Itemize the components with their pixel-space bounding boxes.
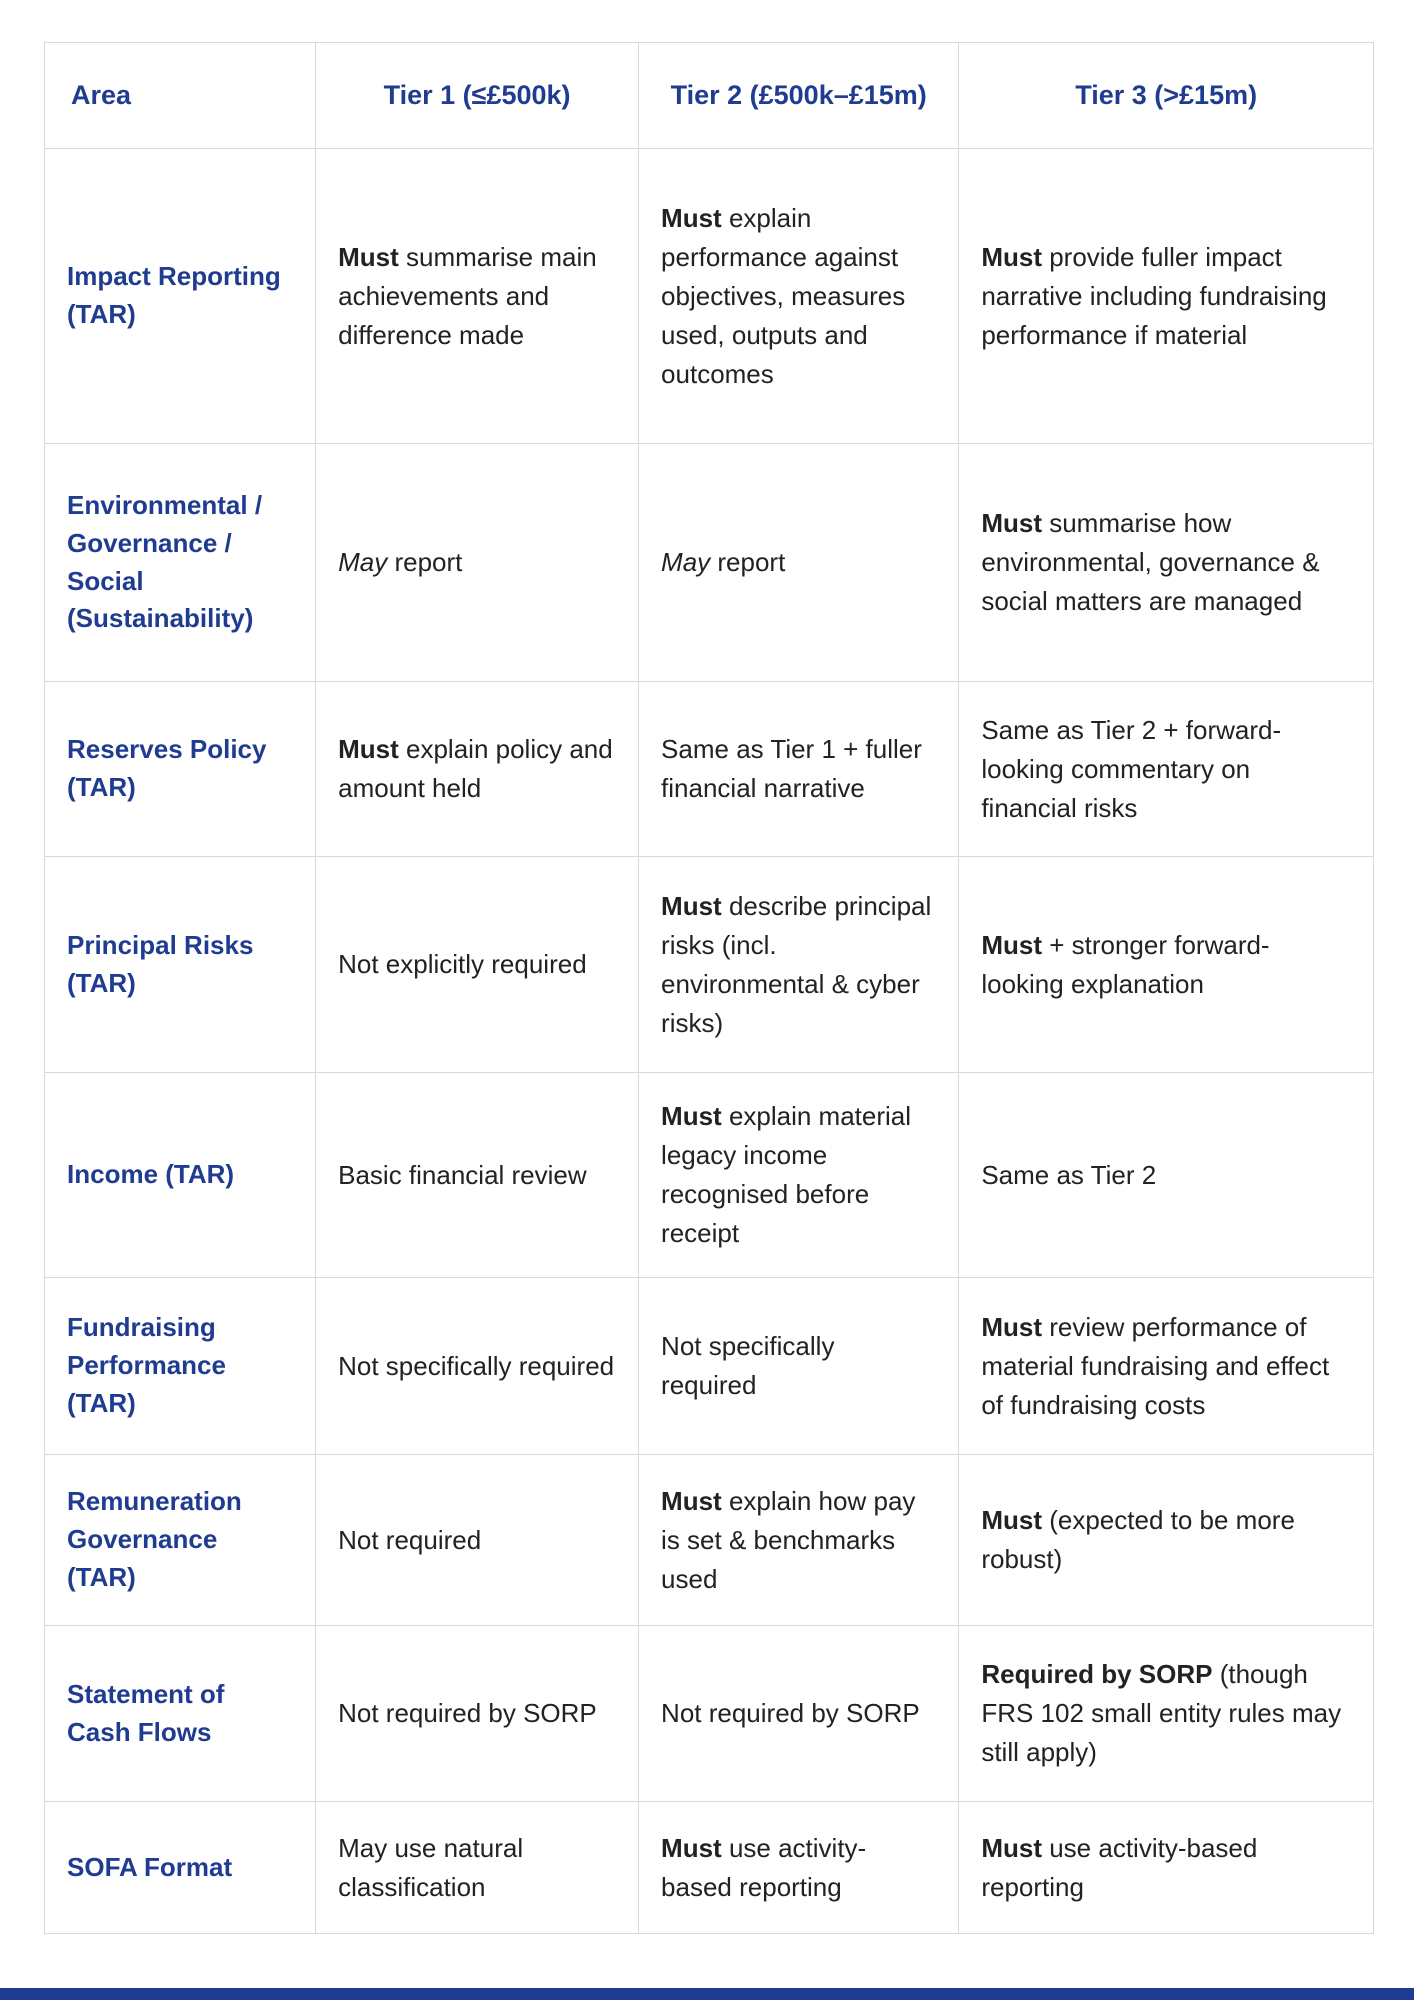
cell-text-segment: Basic financial review: [338, 1159, 587, 1190]
cell-text-segment: May: [338, 547, 388, 577]
tier-comparison-table-wrap: [44, 42, 1374, 1934]
cell-text-segment: Required by SORP: [981, 1659, 1213, 1689]
table-row: [45, 1455, 1374, 1626]
cell-text-segment: Must: [981, 929, 1042, 960]
tier-comparison-table: [44, 42, 1374, 1934]
row-label: Statement of Cash Flows: [45, 1626, 316, 1802]
table-cell: [316, 1073, 639, 1278]
cell-text-segment: report: [710, 547, 786, 577]
table-cell: [959, 682, 1374, 857]
table-row: [45, 1278, 1374, 1455]
cell-text-segment: Must: [661, 202, 722, 233]
table-cell: [959, 1278, 1374, 1455]
cell-text-segment: Must: [661, 890, 722, 921]
column-header: Area: [45, 43, 316, 149]
cell-text-segment: Not required by SORP: [661, 1698, 920, 1728]
table-cell: [316, 1802, 639, 1934]
table-cell: [316, 149, 639, 444]
row-label: SOFA Format: [45, 1802, 316, 1934]
row-label: Remuneration Governance (TAR): [45, 1455, 316, 1626]
bottom-accent-bar: [0, 1988, 1414, 2000]
table-cell: [959, 1626, 1374, 1802]
cell-text-segment: explain performance against objectives, measures used, outputs and outcomes: [661, 202, 906, 389]
table-cell: [639, 149, 959, 444]
table-cell: [959, 149, 1374, 444]
table-header: [45, 43, 1374, 149]
table-row: [45, 682, 1374, 857]
cell-text-segment: Must: [981, 241, 1042, 272]
cell-text-segment: Must: [981, 508, 1042, 538]
table-cell: [959, 1073, 1374, 1278]
table-row: [45, 444, 1374, 682]
cell-text-segment: provide fuller impact narrative including fundraising performance if material: [981, 241, 1327, 350]
header-row: [45, 43, 1374, 149]
cell-text-segment: Not required by SORP: [338, 1698, 597, 1728]
cell-text-segment: Must: [981, 1311, 1042, 1342]
table-cell: [639, 857, 959, 1073]
cell-text-segment: explain material legacy income recognised before receipt: [661, 1101, 912, 1248]
cell-text-segment: (though FRS 102 small entity rules may still apply): [981, 1659, 1342, 1767]
table-cell: [639, 1626, 959, 1802]
cell-text-segment: Must: [338, 241, 399, 272]
table-cell: [639, 682, 959, 857]
cell-text-segment: describe principal risks (incl. environmental & cyber risks): [661, 890, 932, 1038]
table-cell: [316, 1278, 639, 1455]
table-row: [45, 857, 1374, 1073]
cell-text-segment: Not specifically required: [661, 1331, 835, 1400]
table-cell: [316, 682, 639, 857]
cell-text-segment: summarise how environmental, governance & social matters are managed: [981, 508, 1320, 616]
column-header: Tier 2 (£500k–£15m): [639, 43, 959, 149]
cell-text-segment: use activity-based reporting: [661, 1832, 867, 1902]
row-label: Reserves Policy (TAR): [45, 682, 316, 857]
cell-text-segment: Must: [338, 734, 399, 764]
cell-text-segment: Must: [661, 1832, 722, 1863]
table-row: [45, 1073, 1374, 1278]
table-cell: [316, 857, 639, 1073]
row-label: Impact Reporting (TAR): [45, 149, 316, 444]
cell-text-segment: + stronger forward-looking explanation: [981, 929, 1270, 999]
column-header: Tier 3 (>£15m): [959, 43, 1374, 149]
cell-text-segment: Must: [661, 1485, 722, 1516]
cell-text-segment: May: [661, 547, 711, 577]
cell-text-segment: Not specifically required: [338, 1350, 615, 1381]
cell-text-segment: explain policy and amount held: [338, 734, 613, 803]
cell-text-segment: Must: [981, 1505, 1042, 1535]
cell-text-segment: Same as Tier 2: [981, 1159, 1157, 1190]
cell-text-segment: (expected to be more robust): [981, 1505, 1295, 1574]
cell-text-segment: use activity-based reporting: [981, 1832, 1258, 1902]
row-label: Fundraising Performance (TAR): [45, 1278, 316, 1455]
table-cell: [959, 444, 1374, 682]
cell-text-segment: Must: [661, 1101, 722, 1131]
cell-text-segment: report: [387, 547, 463, 577]
table-cell: [639, 444, 959, 682]
table-row: [45, 1802, 1374, 1934]
table-cell: [959, 1455, 1374, 1626]
row-label: Principal Risks (TAR): [45, 857, 316, 1073]
table-cell: [639, 1278, 959, 1455]
table-cell: [639, 1073, 959, 1278]
table-cell: [639, 1455, 959, 1626]
row-label: Environmental / Governance / Social (Sustainability): [45, 444, 316, 682]
table-row: [45, 149, 1374, 444]
cell-text-segment: Must: [981, 1832, 1042, 1863]
table-body: [45, 149, 1374, 1934]
cell-text-segment: Same as Tier 2 + forward-looking commentary on financial risks: [981, 714, 1282, 823]
table-cell: [316, 1626, 639, 1802]
cell-text-segment: Same as Tier 1 + fuller financial narrative: [661, 734, 922, 803]
table-cell: [639, 1802, 959, 1934]
cell-text-segment: review performance of material fundraising and effect of fundraising costs: [981, 1311, 1330, 1420]
table-cell: [316, 444, 639, 682]
table-cell: [959, 1802, 1374, 1934]
cell-text-segment: May use natural classification: [338, 1832, 524, 1902]
column-header: Tier 1 (≤£500k): [316, 43, 639, 149]
table-cell: [316, 1455, 639, 1626]
table-cell: [959, 857, 1374, 1073]
row-label: Income (TAR): [45, 1073, 316, 1278]
cell-text-segment: summarise main achievements and difference made: [338, 241, 597, 350]
cell-text-segment: Not required: [338, 1524, 482, 1555]
table-row: [45, 1626, 1374, 1802]
cell-text-segment: explain how pay is set & benchmarks used: [661, 1485, 916, 1594]
cell-text-segment: Not explicitly required: [338, 949, 587, 979]
